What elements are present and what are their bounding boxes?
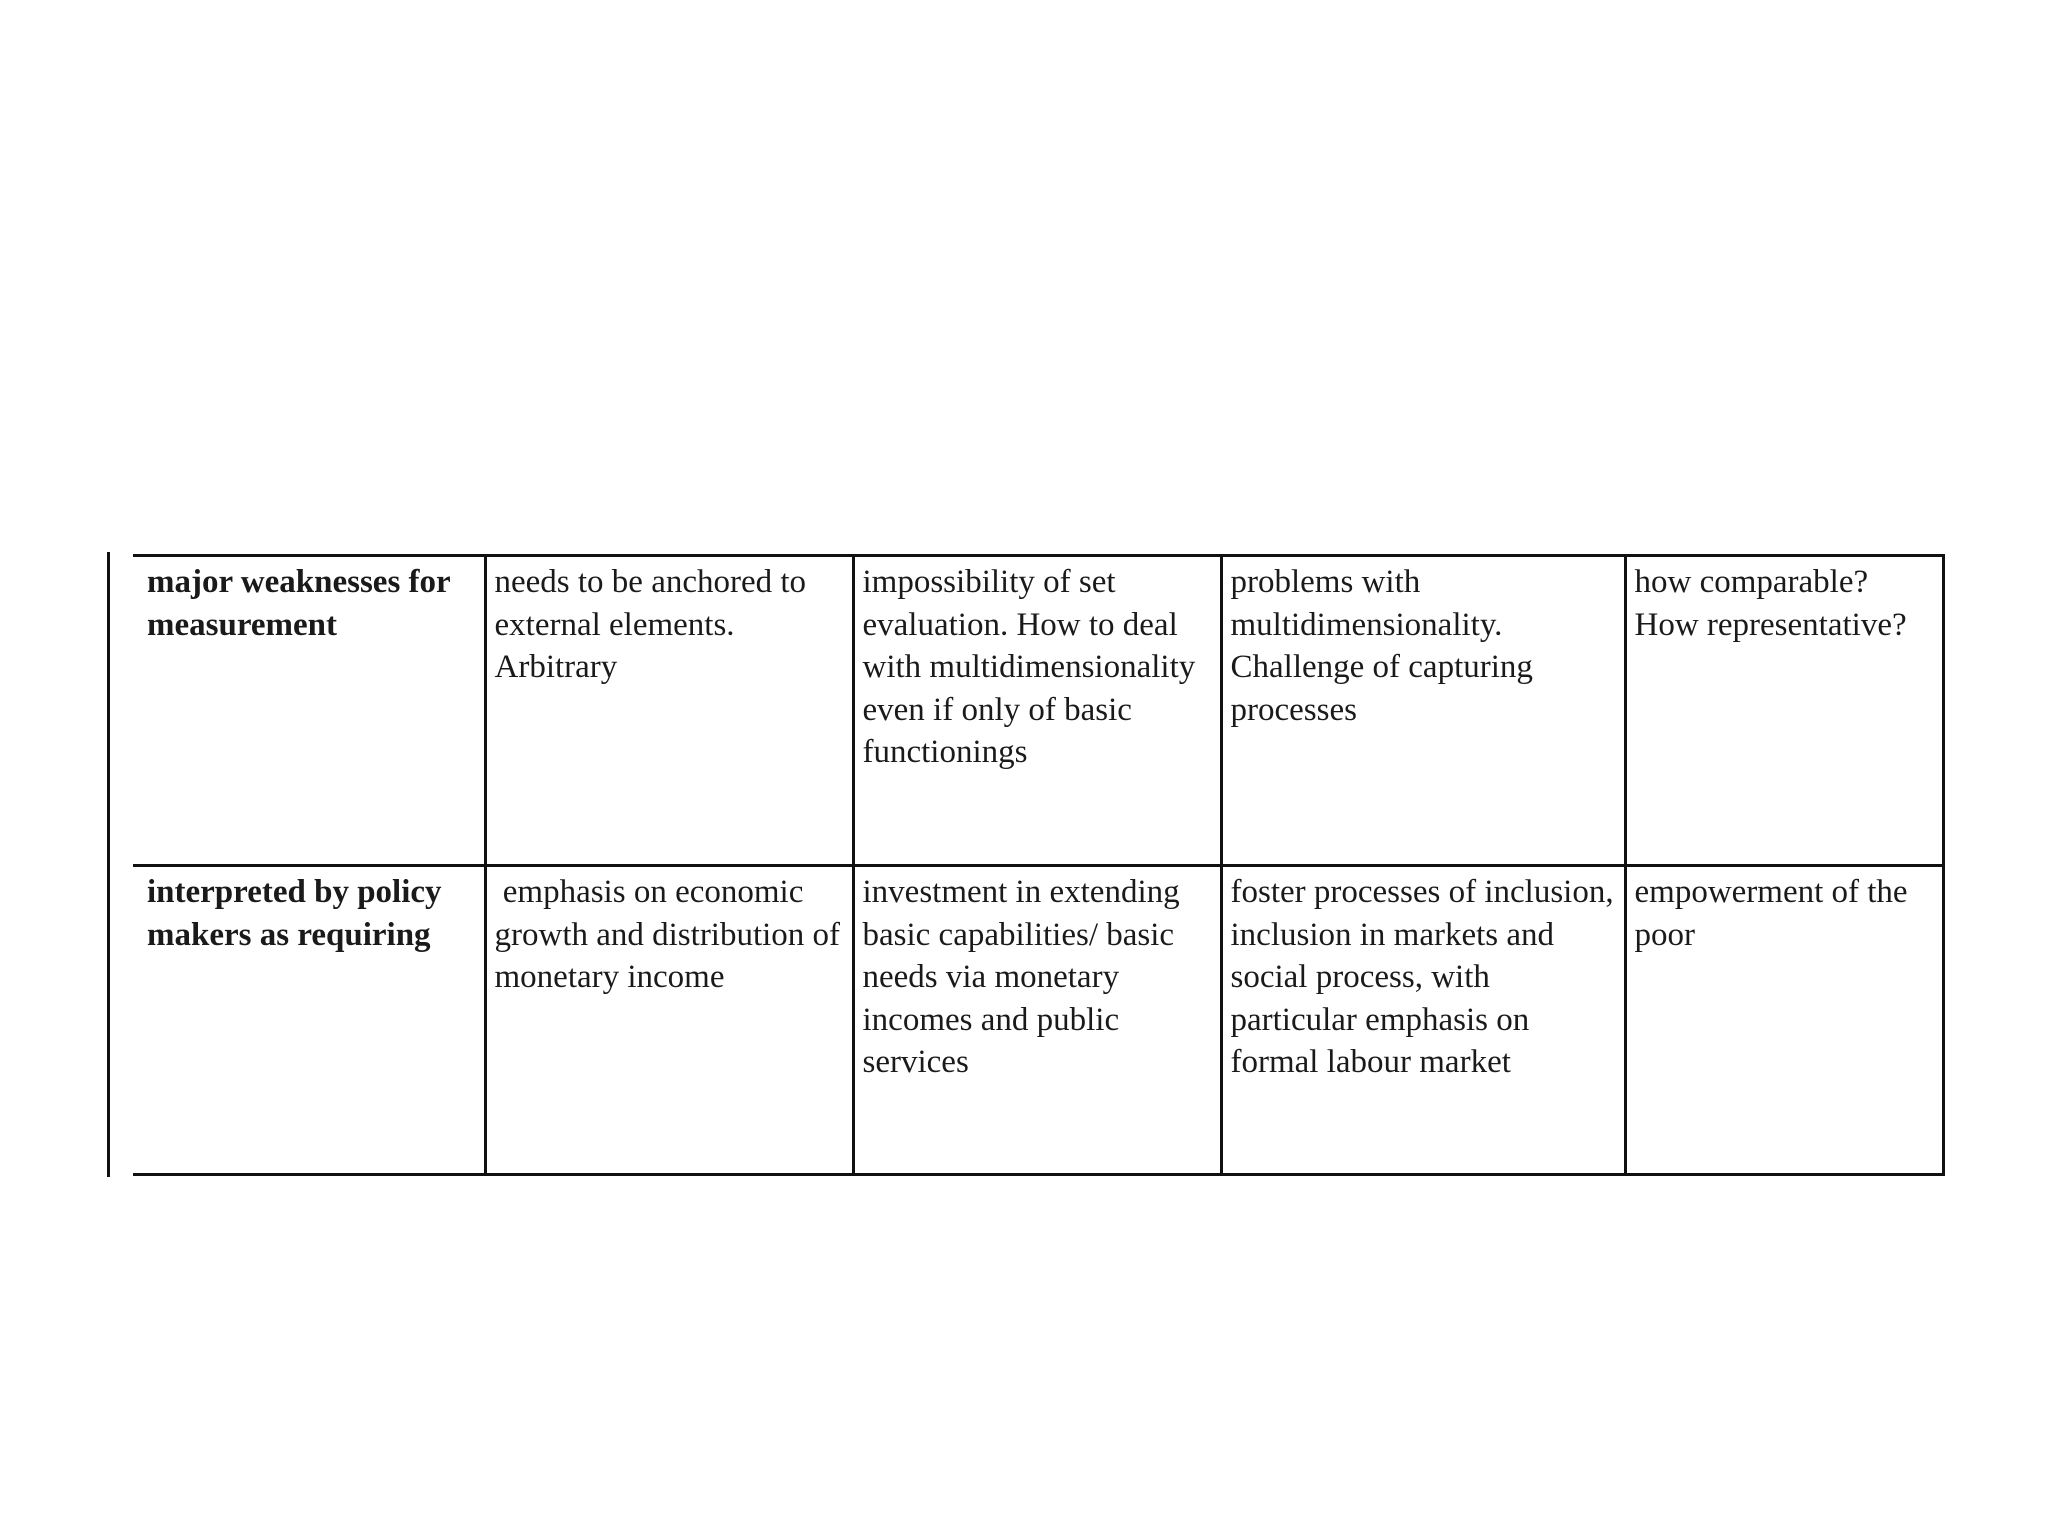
- left-margin-rule: [107, 552, 110, 1177]
- table-cell: impossibility of set evaluation. How to deal with multidimensionality even if only of basic functionings: [853, 556, 1221, 866]
- table-cell: empowerment of the poor: [1625, 866, 1943, 1175]
- row-header: major weaknesses for measurement: [133, 556, 485, 866]
- table-row: [133, 556, 1943, 866]
- table-cell: problems with multidimensionality. Challenge of capturing processes: [1221, 556, 1625, 866]
- table-row: [133, 866, 1943, 1175]
- row-header: interpreted by policy makers as requiring: [133, 866, 485, 1175]
- table-cell: foster processes of inclusion, inclusion in markets and social process, with particular emphasis on formal labour market: [1221, 866, 1625, 1175]
- comparison-table: [133, 554, 1945, 1176]
- table-cell: investment in extending basic capabilities/ basic needs via monetary incomes and public services: [853, 866, 1221, 1175]
- table-cell: emphasis on economic growth and distribution of monetary income: [485, 866, 853, 1175]
- table-cell: needs to be anchored to external elements. Arbitrary: [485, 556, 853, 866]
- table-cell: how comparable? How representative?: [1625, 556, 1943, 866]
